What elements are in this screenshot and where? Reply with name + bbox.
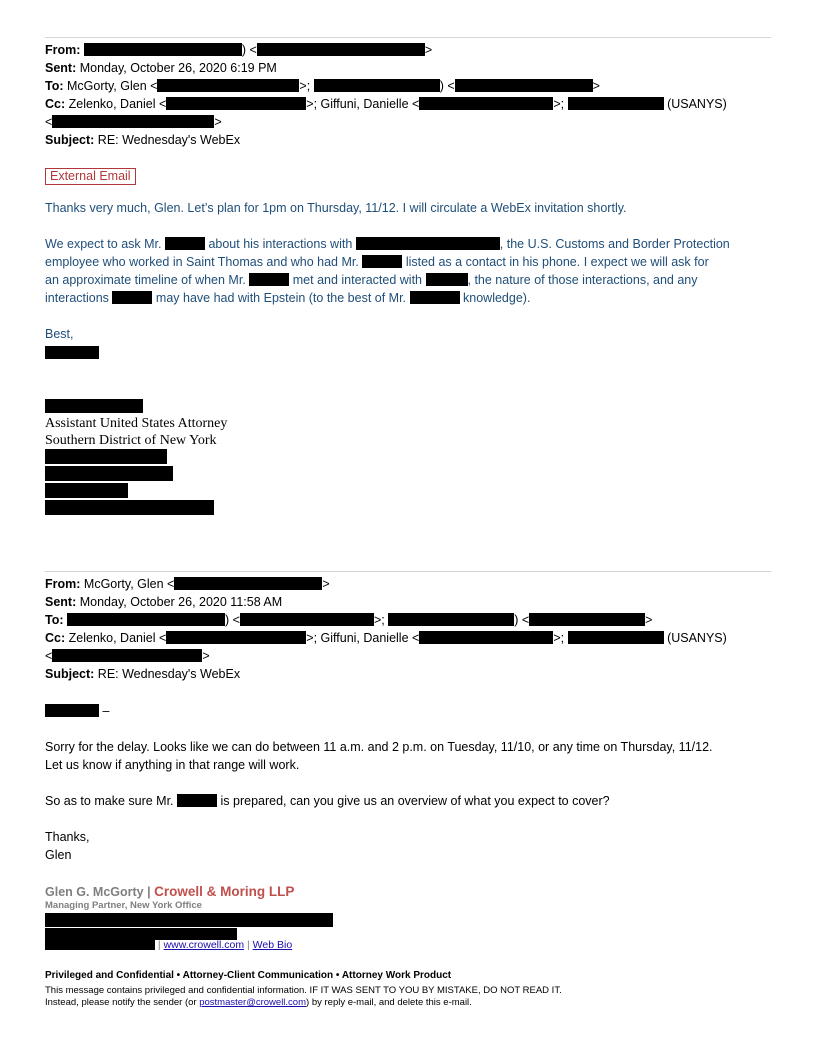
redaction: [314, 79, 440, 92]
email1-paragraph-2: [45, 235, 771, 307]
email1-sent-row: [45, 60, 277, 76]
subject-value: RE: Wednesday's WebEx: [97, 667, 241, 681]
to-end: >: [592, 79, 600, 93]
email2-greeting: [45, 703, 109, 719]
to-sep: >;: [299, 79, 311, 93]
redaction: [45, 466, 173, 481]
redaction: [45, 500, 214, 515]
redaction: [426, 273, 468, 286]
external-email-tag: External Email: [45, 168, 136, 185]
sig-name: Glen G. McGorty: [45, 885, 144, 899]
redaction: [165, 237, 205, 250]
email2-to-row: [45, 612, 652, 628]
sent-label: Sent:: [45, 595, 77, 609]
subject-label: Subject:: [45, 133, 95, 147]
sig2-links-row: [45, 938, 292, 952]
redaction: [84, 43, 242, 56]
text: Let us know if anything in that range will work.: [45, 758, 300, 772]
to-name: McGorty, Glen <: [67, 79, 158, 93]
redaction: [240, 613, 374, 626]
cc-tail: (USANYS): [667, 97, 727, 111]
disclaimer-title: Privileged and Confidential • Attorney-Client Communication • Attorney Work Product: [45, 970, 452, 981]
redaction: [257, 43, 425, 56]
email2-cc-row: [45, 630, 727, 646]
text: an approximate timeline of when Mr.: [45, 273, 246, 287]
disclaimer-line-1: This message contains privileged and confidential information. IF IT WAS SENT TO YOU BY MISTAKE, DO NOT READ IT.: [45, 985, 562, 996]
cc-sep1: >; Giffuni, Danielle <: [306, 97, 420, 111]
redaction: [529, 613, 645, 626]
from-paren: ) <: [241, 43, 257, 57]
redaction: [157, 79, 299, 92]
email2-from-row: [45, 576, 330, 592]
redaction: [455, 79, 593, 92]
email1-subject-row: [45, 132, 240, 148]
redaction: [174, 577, 322, 590]
subject-value: RE: Wednesday's WebEx: [97, 133, 241, 147]
redaction: [45, 913, 333, 927]
text: So as to make sure Mr.: [45, 794, 174, 808]
cc-close: >: [202, 649, 210, 663]
text: employee who worked in Saint Thomas and who had Mr.: [45, 255, 359, 269]
subject-label: Subject:: [45, 667, 95, 681]
email1-to-row: [45, 78, 600, 94]
crowell-site-link[interactable]: www.crowell.com: [163, 939, 245, 951]
cc-open: <: [45, 649, 53, 663]
link-sep: |: [247, 939, 250, 951]
text: about his interactions with: [208, 237, 353, 251]
redaction: [568, 631, 664, 644]
sig-role: Managing Partner, New York Office: [45, 900, 202, 911]
sent-label: Sent:: [45, 61, 77, 75]
cc-tail: (USANYS): [667, 631, 727, 645]
email2-paragraph-1: [45, 738, 771, 774]
email1-cc-row: [45, 96, 727, 112]
cc-name1: Zelenko, Daniel <: [68, 97, 167, 111]
to-sep: >;: [373, 613, 385, 627]
text: Sorry for the delay. Looks like we can do between 11 a.m. and 2 p.m. on Tuesday, 11/10, or any time on Thursday, 11/12.: [45, 740, 713, 754]
redaction: [166, 631, 306, 644]
to-paren: ) <: [439, 79, 455, 93]
cc-open: <: [45, 115, 53, 129]
text: ) by reply e-mail, and delete this e-mail.: [306, 997, 472, 1008]
cc-close: >: [214, 115, 222, 129]
redaction: [362, 255, 402, 268]
cc-label: Cc:: [45, 631, 66, 645]
cc-label: Cc:: [45, 97, 66, 111]
text: is prepared, can you give us an overview of what you expect to cover?: [220, 794, 610, 808]
text: listed as a contact in his phone. I expect we will ask for: [405, 255, 709, 269]
from-label: From:: [45, 43, 81, 57]
text: may have had with Epstein (to the best of Mr.: [155, 291, 407, 305]
email1-from-row: [45, 42, 432, 58]
redaction: [166, 97, 306, 110]
web-bio-link[interactable]: Web Bio: [252, 939, 293, 951]
text: , the U.S. Customs and Border Protection: [499, 237, 730, 251]
redaction: [388, 613, 514, 626]
from-label: From:: [45, 577, 81, 591]
sent-value: Monday, October 26, 2020 11:58 AM: [79, 595, 283, 609]
text: Instead, please notify the sender (or: [45, 997, 200, 1008]
email2-subject-row: [45, 666, 240, 682]
to-paren2: ) <: [514, 613, 530, 627]
to-paren: ) <: [225, 613, 240, 627]
redaction: [419, 97, 553, 110]
email1-cc-row2: [45, 114, 222, 130]
text: , the nature of those interactions, and any: [467, 273, 698, 287]
from-name: McGorty, Glen <: [83, 577, 175, 591]
postmaster-email-link[interactable]: postmaster@crowell.com: [199, 997, 307, 1008]
redaction: [410, 291, 460, 304]
redaction: [112, 291, 152, 304]
redaction: [177, 794, 217, 807]
sig-firm: Crowell & Moring LLP: [154, 884, 295, 899]
text: Glen: [45, 848, 72, 862]
to-label: To:: [45, 613, 64, 627]
to-end: >: [645, 613, 653, 627]
text: We expect to ask Mr.: [45, 237, 162, 251]
link-sep: |: [157, 939, 161, 951]
redaction: [249, 273, 289, 286]
header-divider-1: [45, 37, 771, 38]
redaction: [67, 613, 225, 626]
text: interactions: [45, 291, 109, 305]
redaction: [52, 649, 202, 662]
cc-sep2: >;: [553, 97, 565, 111]
text: knowledge).: [463, 291, 531, 305]
redaction: [45, 399, 143, 413]
disclaimer-line-2: [45, 997, 472, 1009]
redaction: [356, 237, 500, 250]
cc-name1: Zelenko, Daniel <: [68, 631, 167, 645]
text: met and interacted with: [292, 273, 423, 287]
cc-sep1: >; Giffuni, Danielle <: [306, 631, 420, 645]
email2-paragraph-2: [45, 792, 771, 810]
sig-title: Assistant United States Attorney: [45, 416, 228, 431]
redaction: [568, 97, 664, 110]
email1-paragraph-1: Thanks very much, Glen. Let’s plan for 1pm on Thursday, 11/12. I will circulate a WebEx invitation shortly.: [45, 201, 627, 215]
redaction: [52, 115, 214, 128]
redaction: [45, 449, 167, 464]
sig-office: Southern District of New York: [45, 433, 217, 448]
redaction: [45, 938, 155, 950]
from-end: >: [322, 577, 330, 591]
to-label: To:: [45, 79, 64, 93]
sig2-name-row: [45, 884, 294, 900]
greeting-dash: –: [102, 704, 110, 718]
text: Thanks,: [45, 830, 90, 844]
redaction: [45, 483, 128, 498]
from-end: >: [424, 43, 433, 57]
email2-closing: [45, 828, 771, 864]
redaction: [45, 704, 99, 717]
redaction: [45, 346, 99, 359]
email2-cc-row2: [45, 648, 210, 664]
redaction: [419, 631, 553, 644]
sig-pipe: |: [143, 885, 155, 899]
header-divider-2: [45, 571, 771, 572]
cc-sep2: >;: [553, 631, 565, 645]
email2-sent-row: [45, 594, 282, 610]
sent-value: Monday, October 26, 2020 6:19 PM: [79, 61, 277, 75]
email1-closing: Best,: [45, 327, 74, 341]
